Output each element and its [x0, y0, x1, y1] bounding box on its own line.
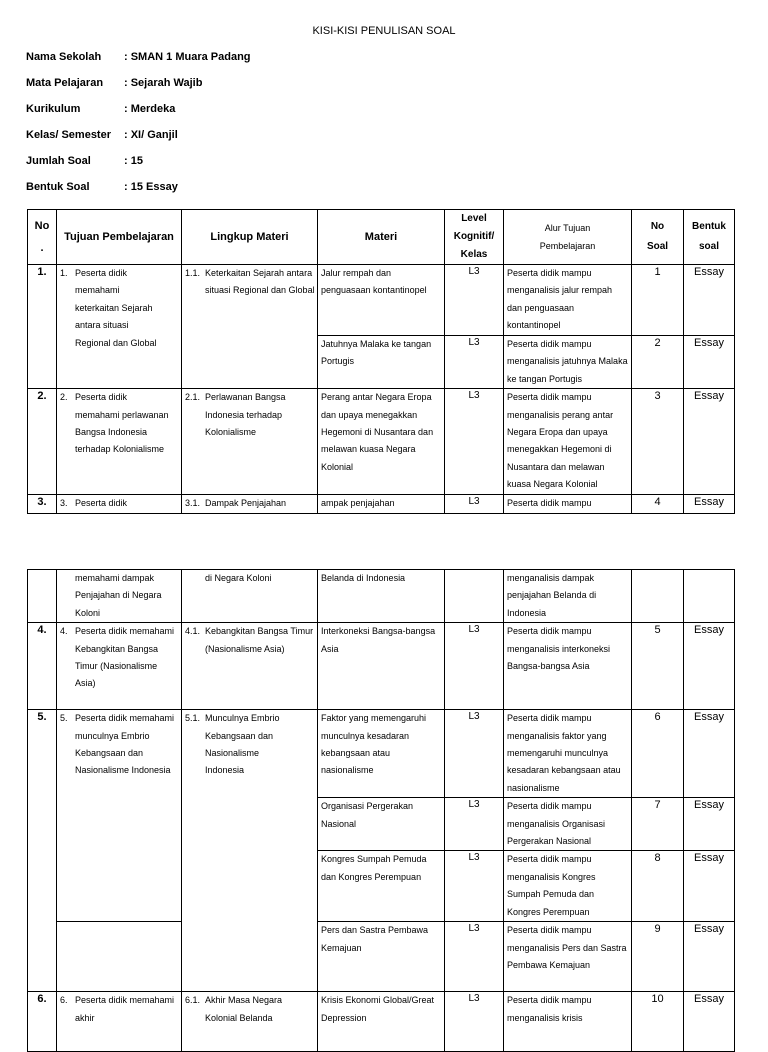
level-cell: L3: [445, 494, 504, 513]
soal-number-cell: 8: [632, 851, 684, 922]
meta-value: : Merdeka: [124, 103, 176, 115]
header-nosoal: No Soal: [632, 210, 684, 265]
list-number: 1.1.: [185, 268, 201, 278]
alur-cell: Peserta didik mampu menganalisis interkoneksi Bangsa-bangsa Asia: [504, 623, 632, 710]
materi-cell: Pers dan Sastra Pembawa Kemajuan: [318, 922, 445, 992]
row-number: 3.: [28, 494, 57, 513]
alur-cell: Peserta didik mampu menganalisis Kongres Sumpah Pemuda dan Kongres Perempuan: [504, 851, 632, 922]
meta-value: : Sejarah Wajib: [124, 77, 203, 89]
meta-kurikulum: [26, 103, 176, 115]
level-cell: L3: [445, 389, 504, 494]
level-cell: L3: [445, 623, 504, 710]
row-number: 4.: [28, 623, 57, 710]
lingkup-text: Munculnya Embrio Kebangsaan dan Nasionalisme Indonesia: [205, 713, 280, 776]
tujuan-cell: [57, 389, 182, 494]
lingkup-text: Dampak Penjajahan: [205, 497, 287, 508]
tujuan-text: Peserta didik memahami Kebangkitan Bangsa Timur (Nasionalisme Asia): [75, 626, 175, 689]
soal-number-cell: 5: [632, 623, 684, 710]
bentuk-cell: Essay: [684, 922, 735, 992]
list-number: 6.1.: [185, 995, 201, 1006]
tujuan-cell: [57, 265, 182, 389]
bentuk-cell: Essay: [684, 265, 735, 336]
bentuk-cell: Essay: [684, 389, 735, 494]
row-number: 2.: [28, 389, 57, 494]
table-row: [28, 710, 735, 798]
list-number: 6.: [60, 995, 68, 1006]
bentuk-cell: Essay: [684, 798, 735, 851]
row-number: 6.: [28, 992, 57, 1052]
materi-cell: Perang antar Negara Eropa dan upaya menegakkan Hegemoni di Nusantara dan melawan kuasa Negara Kolonial: [318, 389, 445, 494]
meta-value: : 15 Essay: [124, 181, 178, 193]
lingkup-cell: [182, 494, 318, 513]
row-number: 1.: [28, 265, 57, 389]
materi-cell: Interkoneksi Bangsa-bangsa Asia: [318, 623, 445, 710]
materi-cell: Faktor yang memengaruhi munculnya kesadaran kebangsaan atau nasionalisme: [318, 710, 445, 798]
kisi-kisi-table-continued: [27, 569, 735, 1052]
soal-number-cell: 3: [632, 389, 684, 494]
tujuan-text: Peserta didik: [75, 497, 128, 508]
soal-number-cell: 4: [632, 494, 684, 513]
tujuan-cell: [57, 570, 182, 623]
table-header-row: [28, 210, 735, 265]
table-row: [28, 922, 735, 992]
header-tujuan: Tujuan Pembelajaran: [57, 210, 182, 265]
materi-cell: Belanda di Indonesia: [318, 570, 445, 623]
meta-mata-pelajaran: [26, 77, 203, 89]
meta-label: Kurikulum: [26, 103, 81, 115]
list-number: 3.: [60, 497, 68, 508]
tujuan-cell: [57, 922, 182, 992]
header-bentuk: Bentuk soal: [684, 210, 735, 265]
table-row: [28, 265, 735, 336]
level-cell: L3: [445, 992, 504, 1052]
table-row: [28, 494, 735, 513]
meta-label: Nama Sekolah: [26, 51, 102, 63]
alur-cell: Peserta didik mampu menganalisis jatuhnya Malaka ke tangan Portugis: [504, 336, 632, 389]
tujuan-text: Peserta didik memahami munculnya Embrio Kebangsaan dan Nasionalisme Indonesia: [75, 713, 175, 776]
meta-kelas-semester: [26, 129, 178, 141]
list-number: 5.: [60, 713, 68, 724]
soal-number-cell: 1: [632, 265, 684, 336]
kisi-kisi-table: [27, 209, 735, 514]
soal-number-cell: 10: [632, 992, 684, 1052]
level-cell: L3: [445, 265, 504, 336]
soal-number-cell: [632, 570, 684, 623]
lingkup-cell: [182, 570, 318, 623]
header-alur: Alur Tujuan Pembelajaran: [504, 210, 632, 265]
bentuk-cell: Essay: [684, 710, 735, 798]
lingkup-text: Keterkaitan Sejarah antara situasi Regional dan Global: [205, 268, 315, 296]
materi-cell: Organisasi Pergerakan Nasional: [318, 798, 445, 851]
lingkup-cell: [182, 265, 318, 389]
meta-nama-sekolah: [26, 51, 251, 63]
lingkup-text: Perlawanan Bangsa Indonesia terhadap Kolonialisme: [205, 392, 286, 438]
lingkup-cell: [182, 623, 318, 710]
tujuan-text: Peserta didik memahami perlawanan Bangsa Indonesia terhadap Kolonialisme: [75, 392, 169, 455]
level-cell: L3: [445, 922, 504, 992]
table-row: [28, 389, 735, 494]
header-no: No .: [28, 210, 57, 265]
soal-number-cell: 9: [632, 922, 684, 992]
meta-label: Kelas/ Semester: [26, 129, 111, 141]
materi-cell: Jatuhnya Malaka ke tangan Portugis: [318, 336, 445, 389]
list-number: 4.: [60, 626, 68, 637]
alur-cell: Peserta didik mampu menganalisis Pers dan Sastra Pembawa Kemajuan: [504, 922, 632, 992]
alur-cell: Peserta didik mampu menganalisis faktor yang memengaruhi munculnya kesadaran kebangsaan atau nasionalisme: [504, 710, 632, 798]
meta-value: : XI/ Ganjil: [124, 129, 178, 141]
tujuan-cell: [57, 494, 182, 513]
tujuan-cell: [57, 623, 182, 710]
lingkup-text: Kebangkitan Bangsa Timur (Nasionalisme Asia): [205, 626, 314, 654]
tujuan-cell: [57, 992, 182, 1052]
alur-cell: menganalisis dampak penjajahan Belanda di Indonesia: [504, 570, 632, 623]
alur-cell: Peserta didik mampu menganalisis Organisasi Pergerakan Nasional: [504, 798, 632, 851]
table-row: [28, 623, 735, 710]
document-title: KISI-KISI PENULISAN SOAL: [312, 25, 456, 37]
lingkup-cell: [182, 389, 318, 494]
alur-cell: Peserta didik mampu menganalisis krisis: [504, 992, 632, 1052]
bentuk-cell: Essay: [684, 992, 735, 1052]
lingkup-cell: [182, 992, 318, 1052]
bentuk-cell: Essay: [684, 623, 735, 710]
soal-number-cell: 2: [632, 336, 684, 389]
table-row: [28, 570, 735, 623]
tujuan-cell: [57, 710, 182, 922]
table-row: [28, 992, 735, 1052]
meta-value: : 15: [124, 155, 143, 167]
tujuan-text: Peserta didik memahami akhir: [75, 995, 175, 1023]
level-cell: L3: [445, 336, 504, 389]
level-cell: L3: [445, 710, 504, 798]
list-number: 2.1.: [185, 392, 201, 403]
meta-bentuk-soal: [26, 181, 178, 193]
bentuk-cell: Essay: [684, 494, 735, 513]
list-number: 5.1.: [185, 713, 201, 724]
alur-cell: Peserta didik mampu: [504, 494, 632, 513]
level-cell: L3: [445, 851, 504, 922]
meta-label: Bentuk Soal: [26, 181, 90, 193]
alur-cell: Peserta didik mampu menganalisis perang antar Negara Eropa dan upaya menegakkan Hegemoni di Nusantara dan melawan kuasa Negara Kolonial: [504, 389, 632, 494]
materi-cell: Jalur rempah dan penguasaan kontantinopel: [318, 265, 445, 336]
lingkup-text: Akhir Masa Negara Kolonial Belanda: [205, 995, 283, 1023]
tujuan-text: memahami dampak Penjajahan di Negara Koloni: [75, 573, 162, 618]
lingkup-text: di Negara Koloni: [205, 573, 272, 583]
header-materi: Materi: [318, 210, 445, 265]
header-lingkup: Lingkup Materi: [182, 210, 318, 265]
materi-cell: Krisis Ekonomi Global/Great Depression: [318, 992, 445, 1052]
materi-cell: Kongres Sumpah Pemuda dan Kongres Perempuan: [318, 851, 445, 922]
meta-jumlah-soal: [26, 155, 143, 167]
bentuk-cell: Essay: [684, 851, 735, 922]
header-level: Level Kognitif/ Kelas: [445, 210, 504, 265]
meta-label: Mata Pelajaran: [26, 77, 104, 89]
soal-number-cell: 7: [632, 798, 684, 851]
bentuk-cell: Essay: [684, 336, 735, 389]
row-number: 5.: [28, 710, 57, 992]
list-number: 1.: [60, 268, 68, 278]
list-number: 2.: [60, 392, 68, 403]
alur-cell: Peserta didik mampu menganalisis jalur rempah dan penguasaan kontantinopel: [504, 265, 632, 336]
materi-cell: ampak penjajahan: [318, 494, 445, 513]
row-number: [28, 570, 57, 623]
level-cell: [445, 570, 504, 623]
list-number: 3.1.: [185, 497, 201, 508]
list-number: 4.1.: [185, 626, 201, 637]
level-cell: L3: [445, 798, 504, 851]
soal-number-cell: 6: [632, 710, 684, 798]
meta-label: Jumlah Soal: [26, 155, 91, 167]
tujuan-text: Peserta didik memahami keterkaitan Sejarah antara situasi Regional dan Global: [75, 268, 157, 348]
lingkup-cell: [182, 710, 318, 992]
meta-value: : SMAN 1 Muara Padang: [124, 51, 251, 63]
bentuk-cell: [684, 570, 735, 623]
